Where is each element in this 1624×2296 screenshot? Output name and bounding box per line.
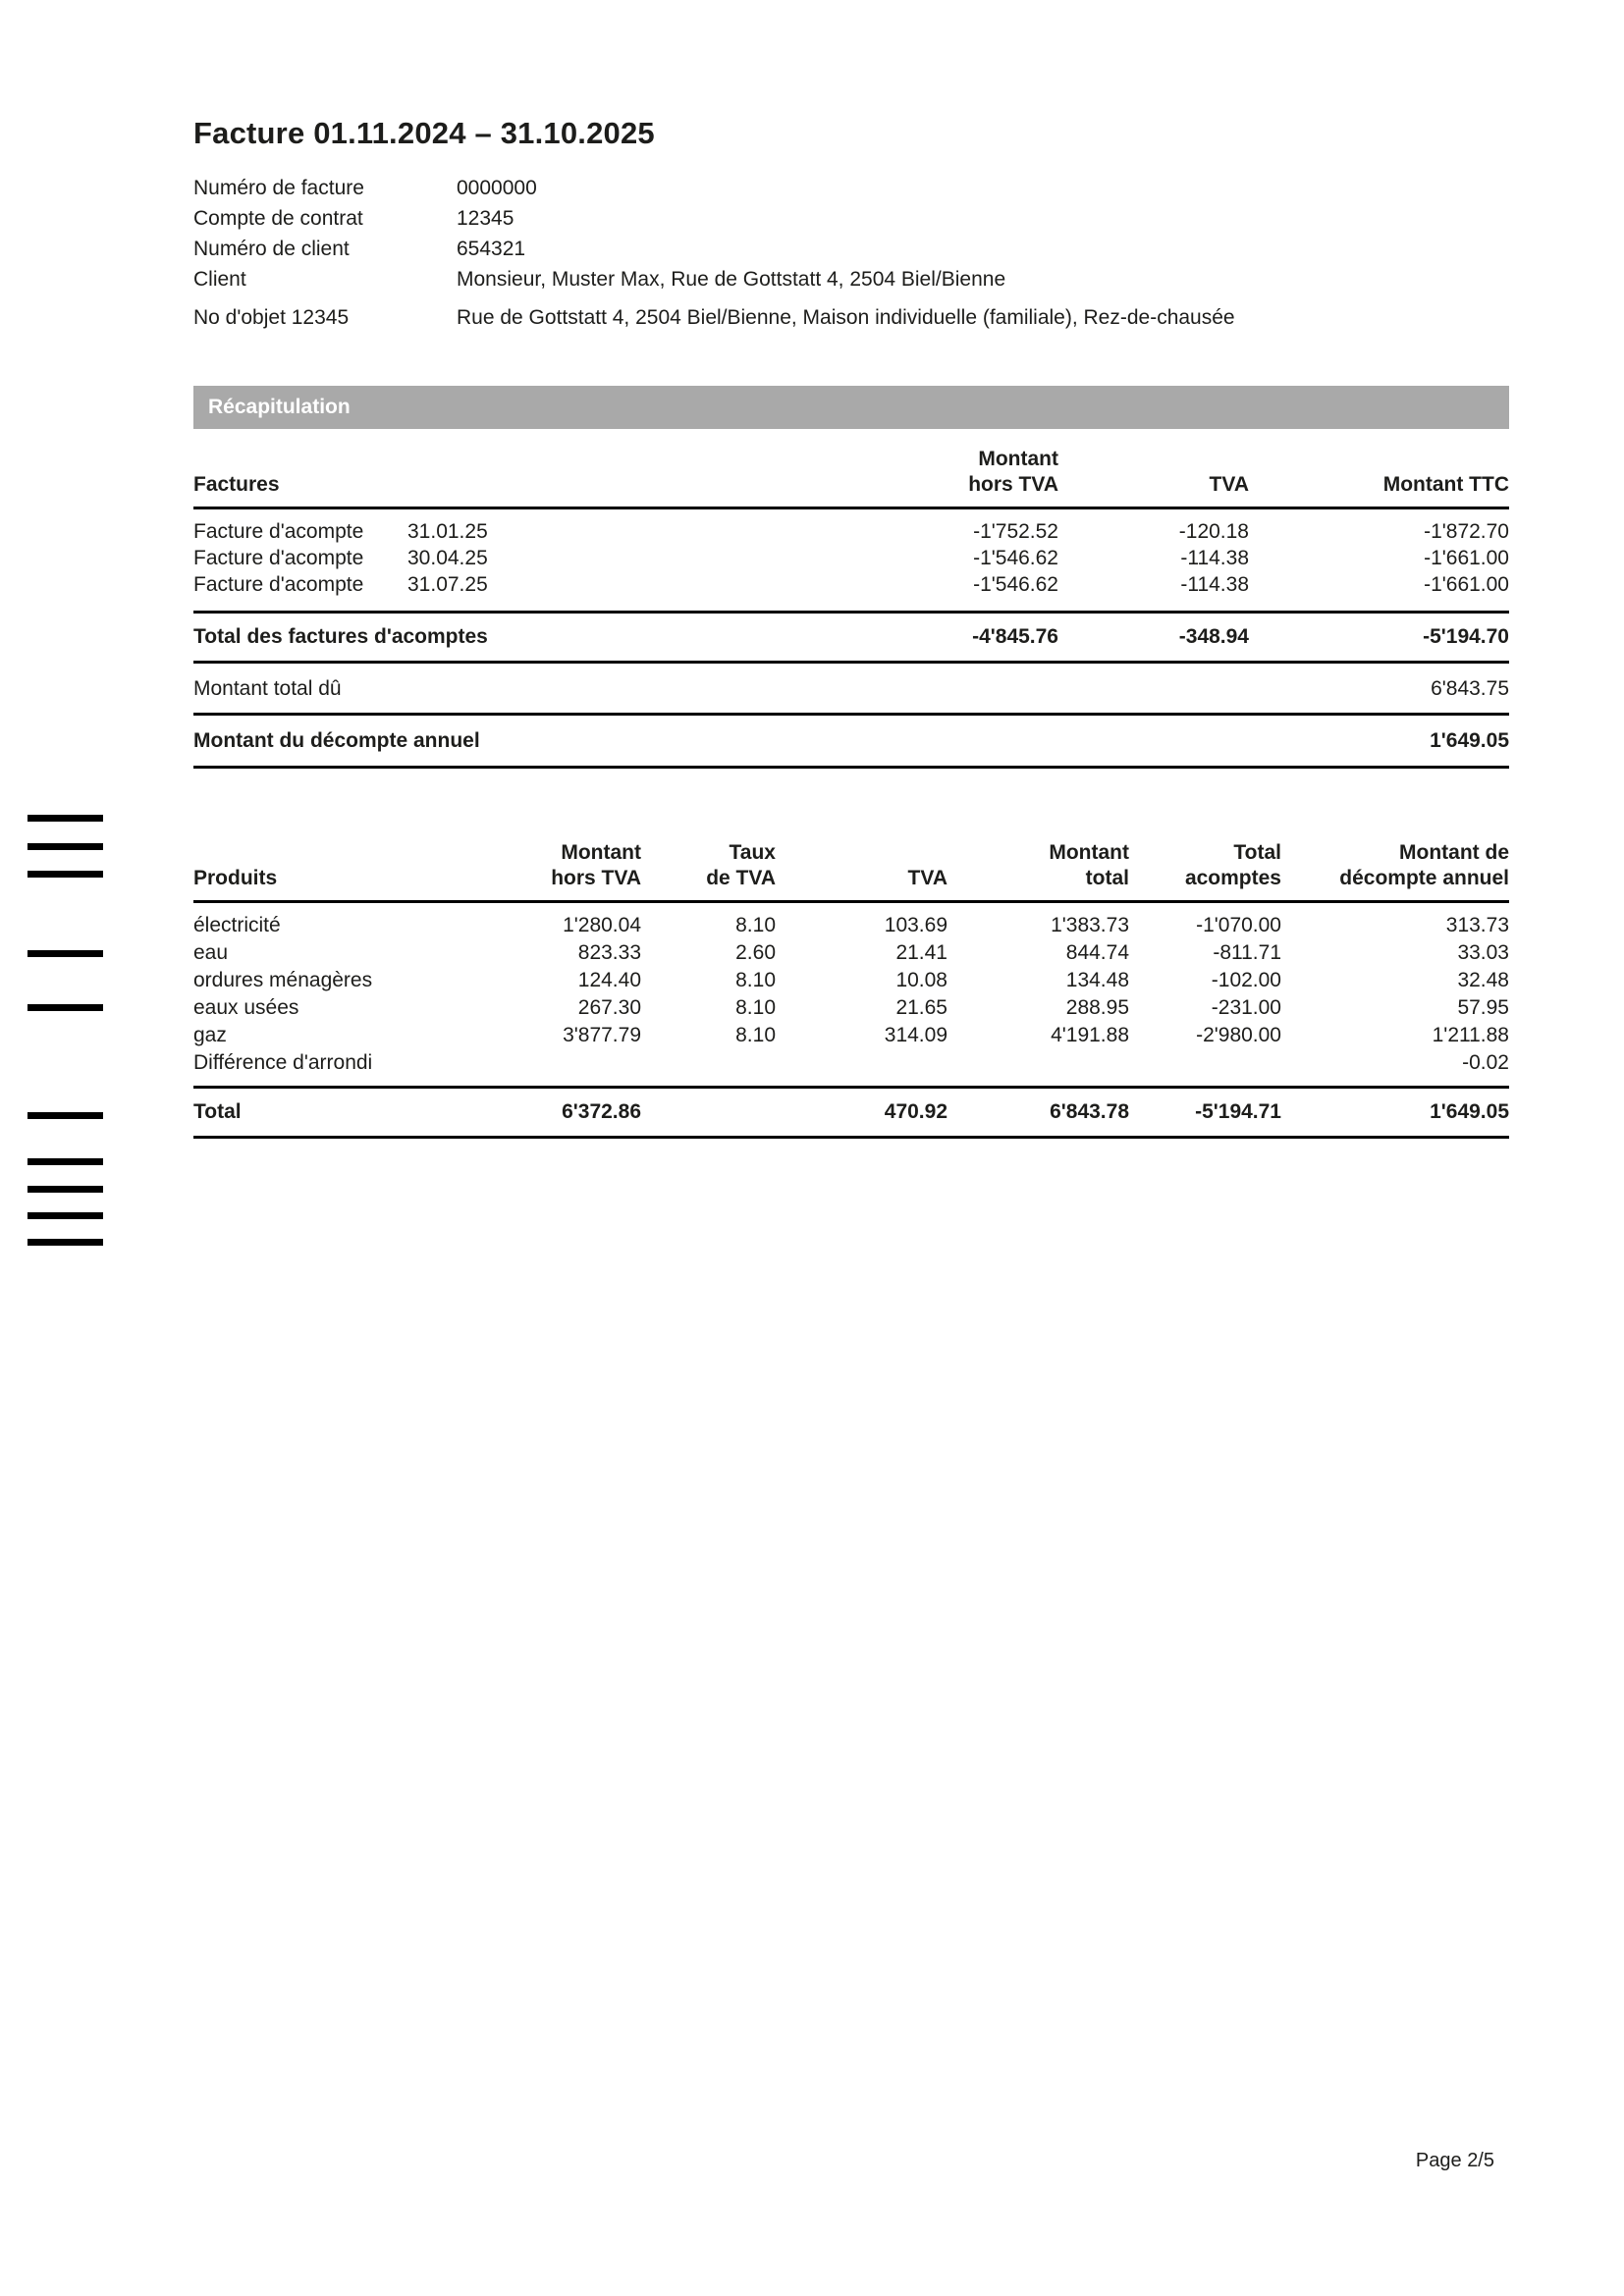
column-header: Montant TTC xyxy=(1249,472,1509,508)
taux-tva xyxy=(641,1049,776,1088)
info-label: Numéro de facture xyxy=(193,177,364,199)
omr-mark xyxy=(27,815,103,822)
amount-tva: -120.18 xyxy=(1178,520,1249,543)
amount-hors-tva: 124.40 xyxy=(577,969,641,991)
info-row xyxy=(193,234,1509,264)
taux-tva: 2.60 xyxy=(735,941,776,964)
products-total-row xyxy=(193,1088,1509,1138)
row-label: Montant du décompte annuel xyxy=(193,715,763,768)
column-header: Factures xyxy=(193,472,763,508)
spacer xyxy=(1058,715,1249,768)
info-label: Numéro de client xyxy=(193,238,350,260)
column-header: TVA xyxy=(776,866,947,902)
product-name: électricité xyxy=(193,914,281,936)
info-label: Client xyxy=(193,268,246,291)
amount-decompte: 313.73 xyxy=(1445,914,1509,936)
amount-hors-tva: -1'546.62 xyxy=(973,547,1058,569)
info-value: Monsieur, Muster Max, Rue de Gottstatt 4, 2504 Biel/Bienne xyxy=(457,268,1006,291)
taux-tva: 8.10 xyxy=(735,914,776,936)
row-label-text: Facture d'acompte xyxy=(193,547,364,569)
amount-total xyxy=(947,1049,1129,1088)
amount-hors-tva: 267.30 xyxy=(577,996,641,1019)
amount-tva: 470.92 xyxy=(776,1088,947,1138)
row-date: 30.04.25 xyxy=(407,547,488,569)
amount-decompte: 1'649.05 xyxy=(1281,1088,1509,1138)
total-label: Total des factures d'acomptes xyxy=(193,613,763,663)
amount-tva: 314.09 xyxy=(884,1024,947,1046)
info-label: No d'objet 12345 xyxy=(193,306,350,329)
column-header: Total xyxy=(1233,841,1281,864)
amount-hors-tva: 6'372.86 xyxy=(448,1088,641,1138)
products-header-row-1 xyxy=(193,840,1509,866)
column-header: Montant xyxy=(561,841,641,864)
amount-tva: -114.38 xyxy=(1180,547,1249,569)
omr-mark xyxy=(27,1112,103,1119)
taux-tva: 8.10 xyxy=(735,969,776,991)
products-header-row-2 xyxy=(193,866,1509,902)
table-row xyxy=(193,902,1509,940)
page-number: Page 2/5 xyxy=(1415,2150,1494,2171)
invoice-info xyxy=(193,173,1509,333)
amount-tva: 21.41 xyxy=(895,941,947,964)
table-row xyxy=(193,994,1509,1022)
amount-tva: -348.94 xyxy=(1058,613,1249,663)
amount-hors-tva xyxy=(448,1049,641,1088)
row-label xyxy=(193,508,763,546)
column-header: Taux xyxy=(729,841,776,864)
spacer xyxy=(1058,429,1249,472)
row-date: 31.01.25 xyxy=(407,520,488,543)
amount-decompte: 32.48 xyxy=(1457,969,1509,991)
table-row xyxy=(193,967,1509,994)
montant-total-du-row xyxy=(193,663,1509,715)
row-date: 31.07.25 xyxy=(407,573,488,596)
row-label-text: Facture d'acompte xyxy=(193,573,364,596)
row-label xyxy=(193,571,763,613)
amount-hors-tva: 1'280.04 xyxy=(563,914,641,936)
amount-ttc: -1'661.00 xyxy=(1424,547,1509,569)
row-label: Montant total dû xyxy=(193,663,763,715)
column-header: acomptes xyxy=(1129,866,1281,902)
recap-header-row-1 xyxy=(193,429,1509,472)
amount-hors-tva: -1'546.62 xyxy=(973,573,1058,596)
amount-ttc: -1'661.00 xyxy=(1424,573,1509,596)
omr-mark xyxy=(27,1158,103,1165)
amount-acomptes: -811.71 xyxy=(1213,941,1281,964)
amount-acomptes: -1'070.00 xyxy=(1196,914,1281,936)
omr-mark xyxy=(27,843,103,850)
omr-mark xyxy=(27,871,103,878)
amount-tva: 103.69 xyxy=(884,914,947,936)
amount-tva: 10.08 xyxy=(895,969,947,991)
taux-tva: 8.10 xyxy=(735,1024,776,1046)
amount-acomptes: -231.00 xyxy=(1211,996,1281,1019)
info-row xyxy=(193,302,1509,333)
table-row xyxy=(193,508,1509,546)
row-label xyxy=(193,545,763,571)
products-section xyxy=(193,840,1509,1139)
amount-acomptes: -102.00 xyxy=(1211,969,1281,991)
amount-total: 4'191.88 xyxy=(1051,1024,1129,1046)
omr-mark xyxy=(27,950,103,957)
info-label: Compte de contrat xyxy=(193,207,363,230)
recap-section xyxy=(193,386,1509,769)
section-header-bar: Récapitulation xyxy=(193,386,1509,429)
recap-table xyxy=(193,429,1509,769)
amount-ttc: 1'649.05 xyxy=(1249,715,1509,768)
omr-mark xyxy=(27,1212,103,1219)
spacer xyxy=(763,663,1058,715)
info-value: 0000000 xyxy=(457,177,537,199)
amount-ttc: 6'843.75 xyxy=(1249,663,1509,715)
omr-mark xyxy=(27,1239,103,1246)
column-header: de TVA xyxy=(641,866,776,902)
product-name: eau xyxy=(193,941,229,964)
omr-mark xyxy=(27,1004,103,1011)
table-row xyxy=(193,571,1509,613)
info-row xyxy=(193,173,1509,203)
spacer xyxy=(1058,663,1249,715)
total-label: Total xyxy=(193,1088,448,1138)
recap-header-row-2 xyxy=(193,472,1509,508)
info-value: 654321 xyxy=(457,238,526,260)
amount-tva xyxy=(776,1049,947,1088)
amount-total: 288.95 xyxy=(1065,996,1129,1019)
spacer xyxy=(193,429,763,472)
taux-tva: 8.10 xyxy=(735,996,776,1019)
spacer xyxy=(193,840,448,866)
page-title: Facture 01.11.2024 – 31.10.2025 xyxy=(193,116,655,150)
amount-ttc: -1'872.70 xyxy=(1424,520,1509,543)
amount-total: 1'383.73 xyxy=(1051,914,1129,936)
column-header: Montant de xyxy=(1399,841,1509,864)
amount-total: 6'843.78 xyxy=(947,1088,1129,1138)
info-row xyxy=(193,264,1509,294)
column-header: Montant xyxy=(1049,841,1129,864)
spacer xyxy=(776,840,947,866)
amount-acomptes xyxy=(1129,1049,1281,1088)
row-label-text: Facture d'acompte xyxy=(193,520,364,543)
column-header: hors TVA xyxy=(763,472,1058,508)
amount-total: 134.48 xyxy=(1065,969,1129,991)
info-row xyxy=(193,203,1509,234)
column-header: Produits xyxy=(193,866,448,902)
amount-hors-tva: -4'845.76 xyxy=(763,613,1058,663)
taux-tva xyxy=(641,1088,776,1138)
table-row xyxy=(193,939,1509,967)
montant-decompte-annuel-row xyxy=(193,715,1509,768)
product-name: gaz xyxy=(193,1024,227,1046)
spacer xyxy=(763,715,1058,768)
column-header: Montant xyxy=(978,448,1058,470)
spacer xyxy=(1249,429,1509,472)
products-table xyxy=(193,840,1509,1139)
amount-hors-tva: -1'752.52 xyxy=(973,520,1058,543)
amount-tva: -114.38 xyxy=(1180,573,1249,596)
column-header: total xyxy=(947,866,1129,902)
amount-acomptes: -5'194.71 xyxy=(1129,1088,1281,1138)
amount-total: 844.74 xyxy=(1065,941,1129,964)
column-header: TVA xyxy=(1058,472,1249,508)
amount-ttc: -5'194.70 xyxy=(1249,613,1509,663)
omr-mark xyxy=(27,1186,103,1193)
total-acomptes-row xyxy=(193,613,1509,663)
amount-decompte: 1'211.88 xyxy=(1432,1024,1509,1046)
amount-hors-tva: 3'877.79 xyxy=(563,1024,641,1046)
info-value: 12345 xyxy=(457,207,514,230)
info-value: Rue de Gottstatt 4, 2504 Biel/Bienne, Maison individuelle (familiale), Rez-de-chausée xyxy=(457,306,1235,329)
table-row xyxy=(193,1049,1509,1088)
amount-decompte: -0.02 xyxy=(1462,1051,1509,1074)
amount-tva: 21.65 xyxy=(895,996,947,1019)
amount-decompte: 57.95 xyxy=(1457,996,1509,1019)
product-name: eaux usées xyxy=(193,996,299,1019)
amount-hors-tva: 823.33 xyxy=(577,941,641,964)
product-name: Différence d'arrondi xyxy=(193,1051,373,1074)
amount-acomptes: -2'980.00 xyxy=(1196,1024,1281,1046)
product-name: ordures ménagères xyxy=(193,969,373,991)
table-row xyxy=(193,1022,1509,1049)
column-header: décompte annuel xyxy=(1281,866,1509,902)
table-row xyxy=(193,545,1509,571)
column-header: hors TVA xyxy=(448,866,641,902)
amount-decompte: 33.03 xyxy=(1457,941,1509,964)
